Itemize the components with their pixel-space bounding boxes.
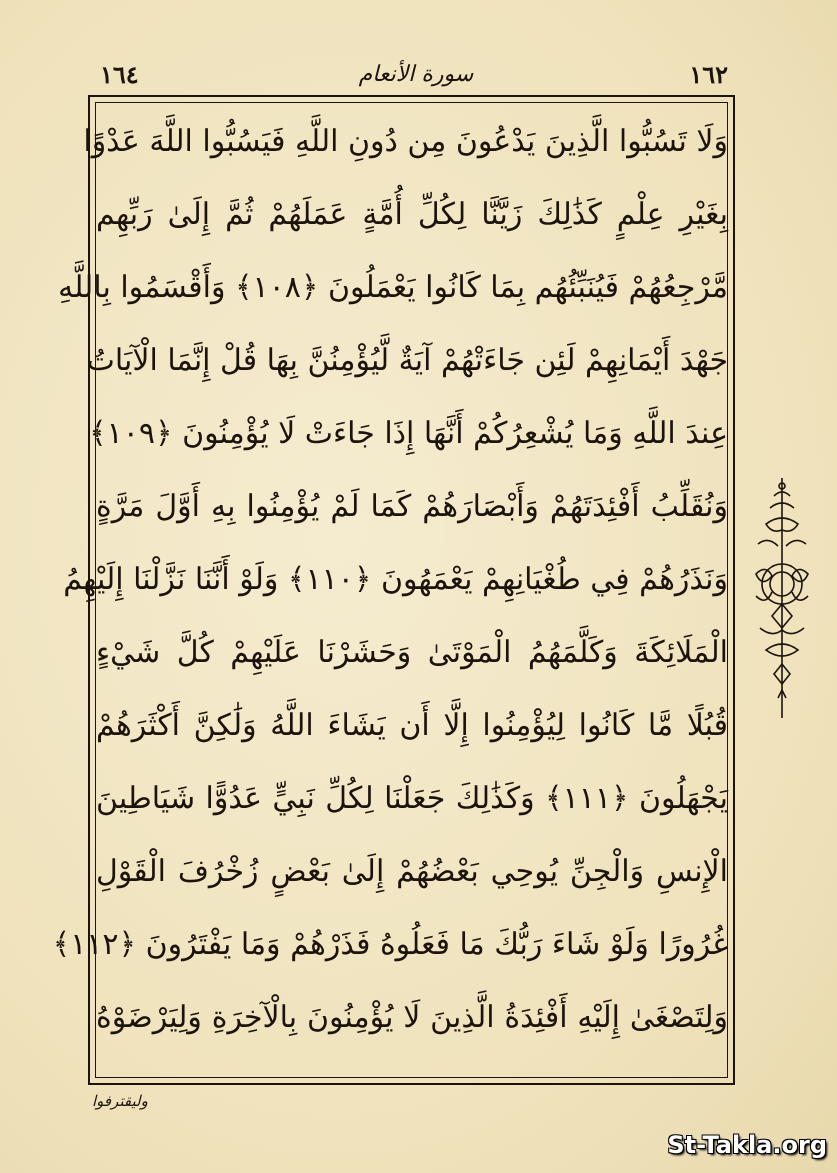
verse-line-4: جَهْدَ أَيْمَانِهِمْ لَئِن جَاءَتْهُمْ آيَةٌ لَّيُؤْمِنُنَّ بِهَا قُلْ إِنَّمَا الْآيَاتُ — [86, 343, 728, 378]
watermark-logo: St-Takla.org — [667, 1131, 827, 1159]
margin-ornament-icon — [752, 478, 812, 718]
verse-line-12: غُرُورًا وَلَوْ شَاءَ رَبُّكَ مَا فَعَلُوهُ فَذَرْهُمْ وَمَا يَفْتَرُونَ ﴿١١٢﴾ — [52, 927, 728, 962]
verse-line-9: قُبُلًا مَّا كَانُوا لِيُؤْمِنُوا إِلَّا أَن يَشَاءَ اللَّهُ وَلَٰكِنَّ أَكْثَرَهُمْ — [96, 708, 728, 743]
verse-line-3: مَّرْجِعُهُمْ فَيُنَبِّئُهُم بِمَا كَانُوا يَعْمَلُونَ ﴿١٠٨﴾ وَأَقْسَمُوا بِاللَّهِ — [58, 270, 728, 305]
verse-line-7: وَنَذَرُهُمْ فِي طُغْيَانِهِمْ يَعْمَهُونَ ﴿١١٠﴾ وَلَوْ أَنَّنَا نَزَّلْنَا إِلَيْهِمُ — [63, 562, 728, 597]
page-number-left: ١٦٤ — [100, 60, 139, 89]
verse-line-10: يَجْهَلُونَ ﴿١١١﴾ وَكَذَٰلِكَ جَعَلْنَا لِكُلِّ نَبِيٍّ عَدُوًّا شَيَاطِينَ — [96, 781, 728, 816]
verse-line-2: بِغَيْرِ عِلْمٍ كَذَٰلِكَ زَيَّنَّا لِكُلِّ أُمَّةٍ عَمَلَهُمْ ثُمَّ إِلَىٰ رَبِّهِم — [96, 197, 728, 232]
verse-line-6: وَنُقَلِّبُ أَفْئِدَتَهُمْ وَأَبْصَارَهُمْ كَمَا لَمْ يُؤْمِنُوا بِهِ أَوَّلَ مَرَّةٍ — [96, 489, 728, 524]
verse-line-1: وَلَا تَسُبُّوا الَّذِينَ يَدْعُونَ مِن دُونِ اللَّهِ فَيَسُبُّوا اللَّهَ عَدْوًا — [83, 124, 728, 159]
verse-line-5: عِندَ اللَّهِ وَمَا يُشْعِرُكُمْ أَنَّهَا إِذَا جَاءَتْ لَا يُؤْمِنُونَ ﴿١٠٩﴾ — [89, 416, 728, 451]
verse-text-block — [52, 110, 728, 1070]
verse-line-13: وَلِتَصْغَىٰ إِلَيْهِ أَفْئِدَةُ الَّذِينَ لَا يُؤْمِنُونَ بِالْآخِرَةِ وَلِيَرْضَوْهُ — [96, 1000, 728, 1035]
page-header — [96, 58, 736, 92]
surah-title: سورة الأنعام — [358, 62, 474, 87]
page-number-right: ١٦٢ — [689, 60, 728, 89]
verse-line-11: الْإِنسِ وَالْجِنِّ يُوحِي بَعْضُهُمْ إِلَىٰ بَعْضٍ زُخْرُفَ الْقَوْلِ — [96, 854, 728, 889]
catchword: وليقترفوا — [92, 1092, 148, 1110]
verse-line-8: الْمَلَائِكَةَ وَكَلَّمَهُمُ الْمَوْتَىٰ وَحَشَرْنَا عَلَيْهِمْ كُلَّ شَيْءٍ — [96, 635, 728, 670]
